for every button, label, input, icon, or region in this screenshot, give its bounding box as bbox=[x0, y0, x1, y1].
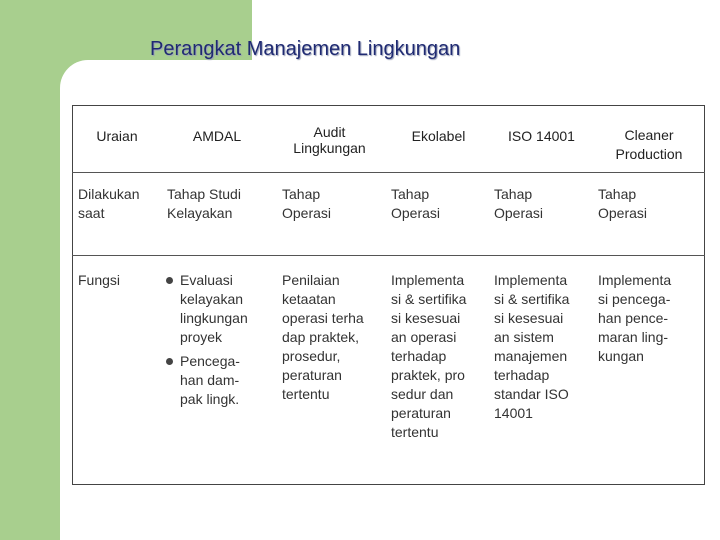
cell-ekolabel-dilakukan: Tahap Operasi bbox=[391, 186, 441, 221]
header-uraian: Uraian bbox=[96, 128, 138, 144]
row-label-dilakukan-saat: Dilakukan saat bbox=[78, 186, 140, 221]
bullet-text: Pencega- han dam- pak lingk. bbox=[180, 353, 240, 407]
header-ekolabel: Ekolabel bbox=[411, 128, 466, 144]
header-iso-14001: ISO 14001 bbox=[508, 128, 575, 144]
cell-audit-dilakukan: Tahap Operasi bbox=[282, 186, 332, 221]
header-amdal: AMDAL bbox=[192, 128, 242, 144]
bullet-icon bbox=[166, 277, 173, 284]
header-audit-lingkungan: Audit Lingkungan bbox=[293, 124, 366, 156]
row-divider bbox=[72, 172, 705, 173]
cell-audit-fungsi: Penilaian ketaatan operasi terha dap praktek, prosedur, peraturan tertentu bbox=[282, 272, 364, 402]
cell-amdal-dilakukan: Tahap Studi Kelayakan bbox=[167, 186, 241, 221]
cell-ekolabel-fungsi: Implementa si & sertifika si kesesuai an operasi terhadap praktek, pro sedur dan peraturan tertentu bbox=[391, 272, 467, 440]
cell-cleaner-fungsi: Implementa si pencega- han pence- maran ling- kungan bbox=[598, 272, 672, 364]
bullet-icon bbox=[166, 358, 173, 365]
slide-title: Perangkat Manajemen Lingkungan bbox=[150, 38, 461, 60]
cell-cleaner-dilakukan: Tahap Operasi bbox=[598, 186, 648, 221]
cell-iso-fungsi: Implementa si & sertifika si kesesuai an sistem manajemen terhadap standar ISO 14001 bbox=[494, 272, 570, 421]
cell-iso-dilakukan: Tahap Operasi bbox=[494, 186, 544, 221]
row-label-fungsi: Fungsi bbox=[78, 272, 121, 288]
header-cleaner-production: Cleaner Production bbox=[615, 127, 683, 162]
list-item bbox=[164, 271, 272, 347]
bullet-text: Evaluasi kelayakan lingkungan proyek bbox=[180, 272, 248, 345]
row-divider bbox=[72, 255, 705, 256]
list-item bbox=[164, 352, 272, 409]
cell-amdal-fungsi bbox=[164, 271, 272, 409]
